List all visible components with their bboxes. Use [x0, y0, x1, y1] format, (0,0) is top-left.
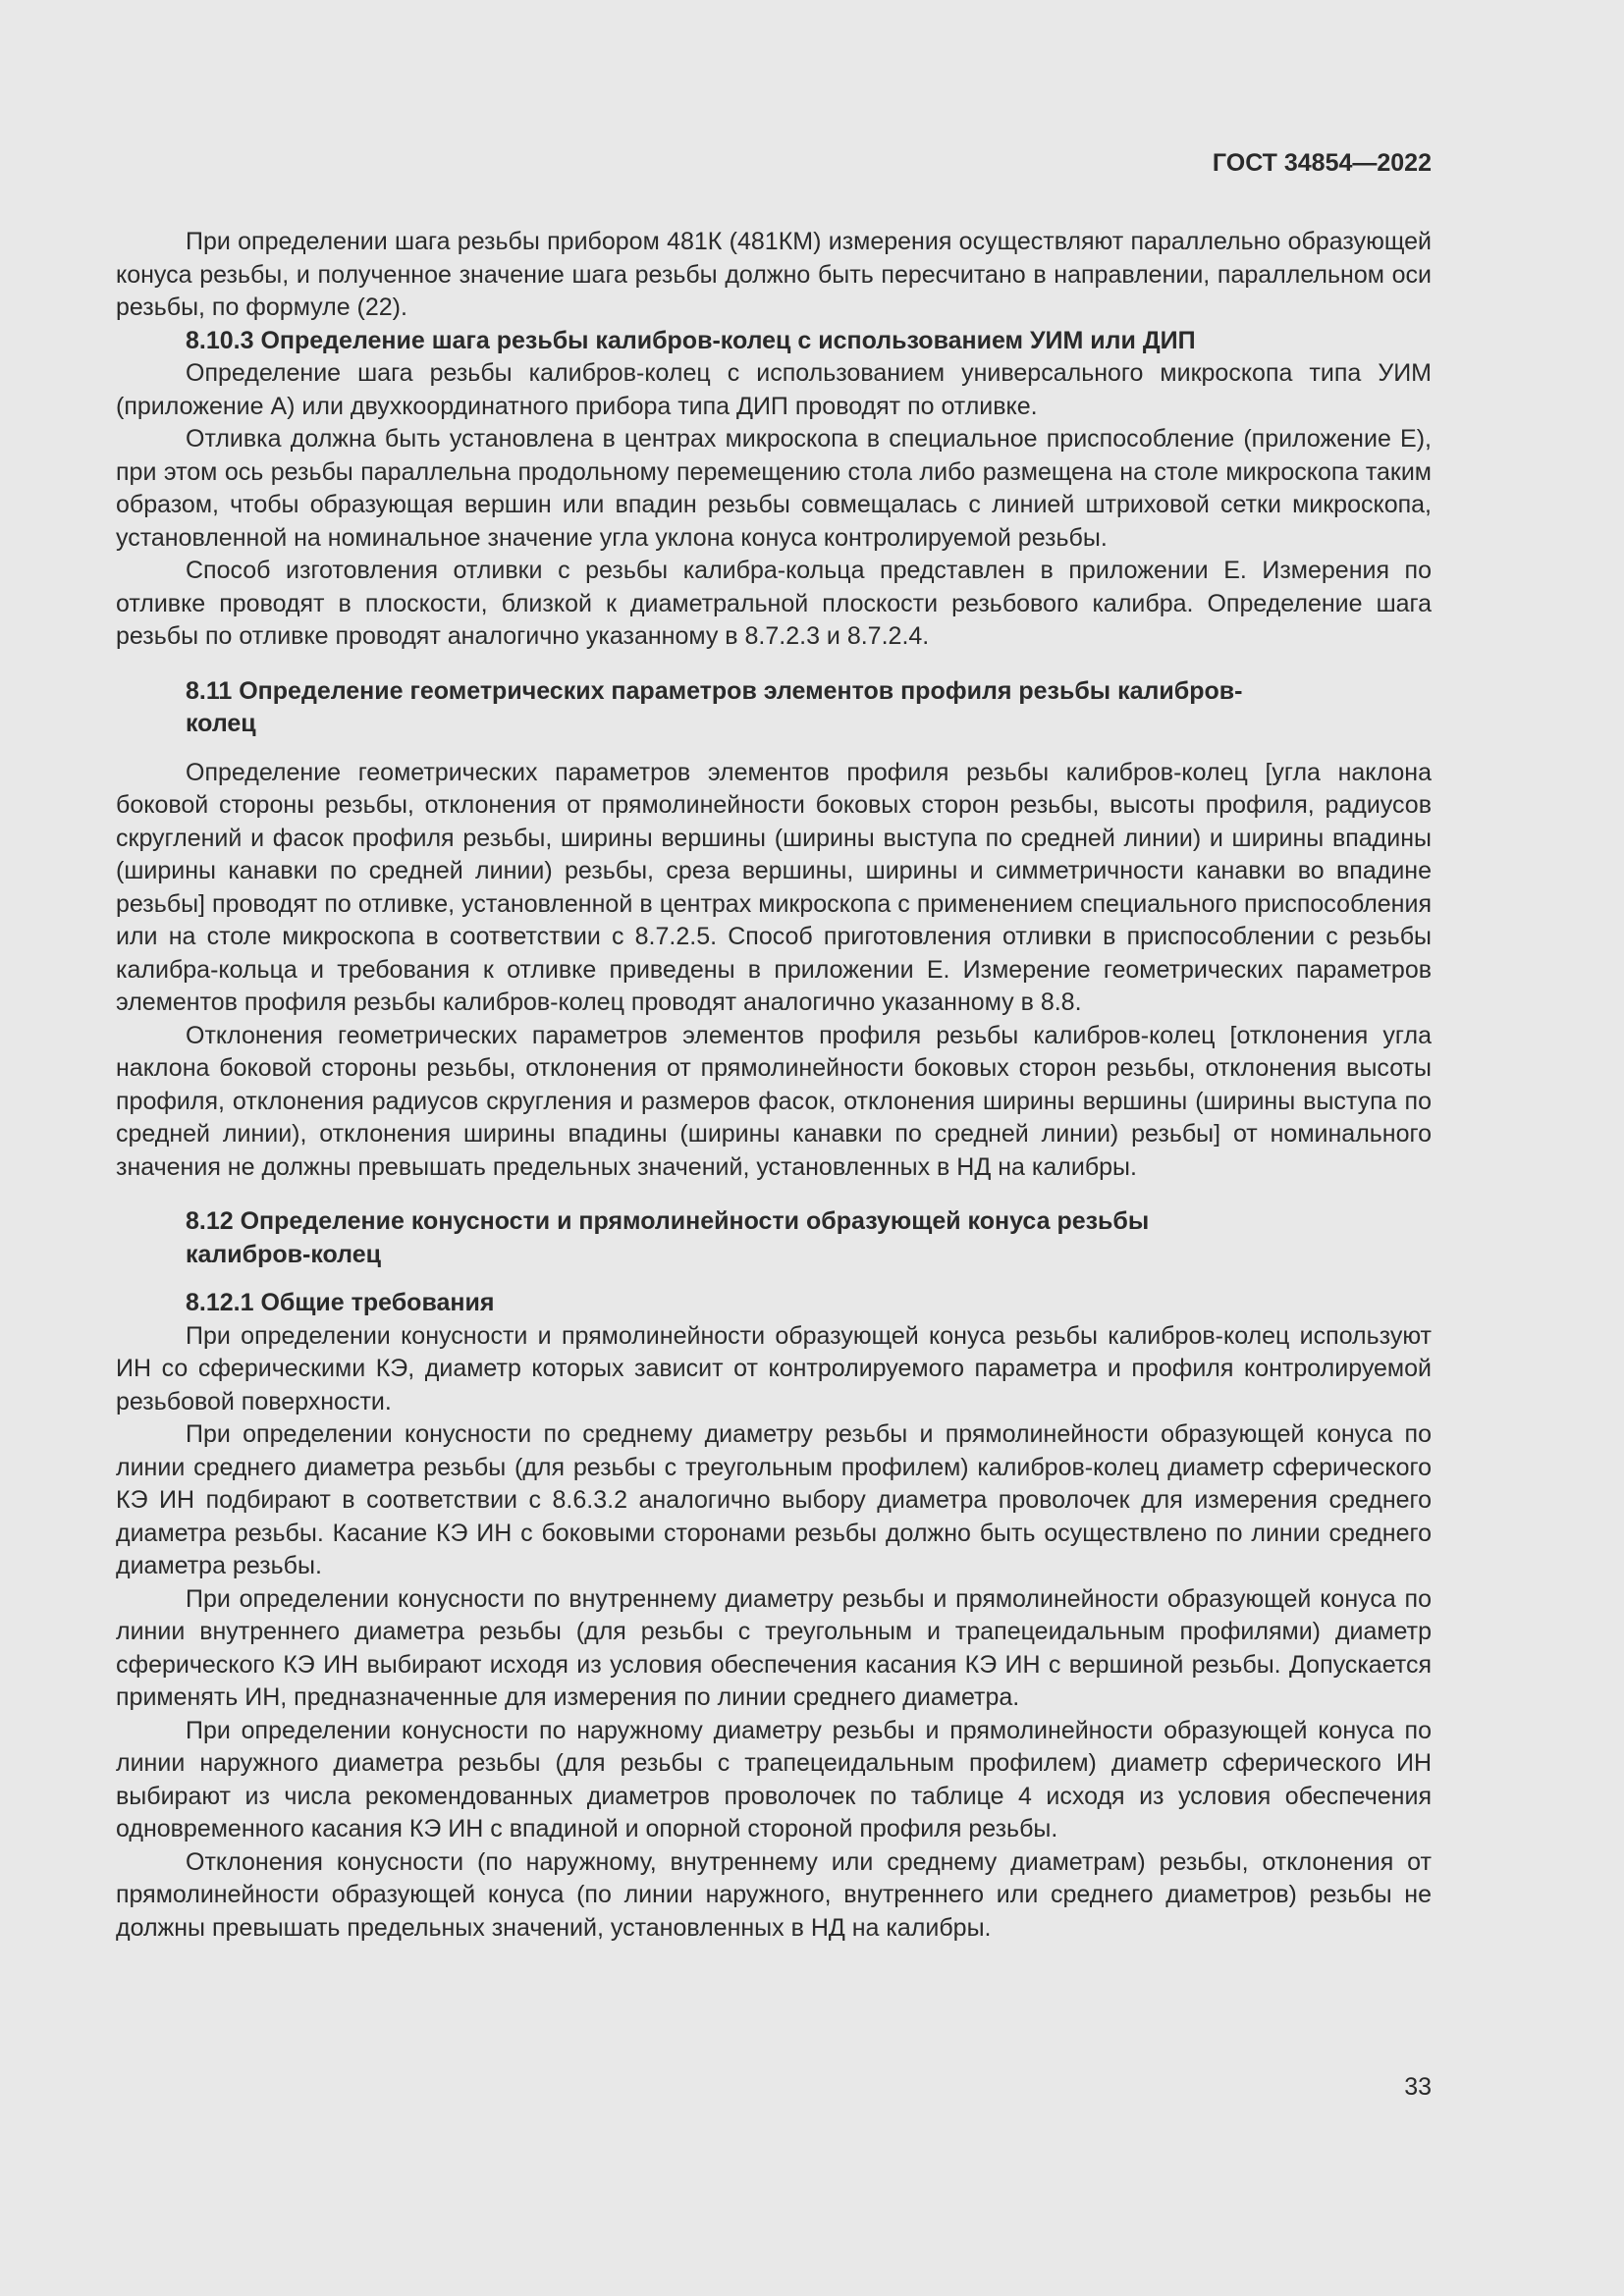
paragraph: Способ изготовления отливки с резьбы калибра-кольца представлен в приложении Е. Измерения по отливке проводят в плоскости, близкой к диаметральной плоскости резьбового калибра. Определение шага резьбы по отливке проводят аналогично указанному в 8.7.2.3 и 8.7.2.4. — [116, 557, 1432, 650]
section-heading-8-12: 8.12 Определение конусности и прямолинейности образующей конуса резьбы калибров-колец — [186, 1207, 1150, 1268]
section-heading-8-11: 8.11 Определение геометрических параметров элементов профиля резьбы калибров-колец — [186, 676, 1243, 737]
paragraph: Отклонения геометрических параметров элементов профиля резьбы калибров-колец [отклонения угла наклона боковой стороны резьбы, отклонения от прямолинейности боковых сторон резьбы, отклонения высоты профиля, отклонения радиусов скругления и размеров фасок, отклонения ширины вершины (ширины выступа по средней линии), отклонения ширины впадины (ширины канавки по средней линии) резьбы] от номинального значения не должны превышать предельных значений, установленных в НД на калибры. — [116, 1021, 1432, 1181]
paragraph: Отливка должна быть установлена в центрах микроскопа в специальное приспособление (приложение Е), при этом ось резьбы параллельна продольному перемещению стола либо размещена на столе микроскопа таким образом, чтобы образующая вершин или впадин резьбы совмещалась с линией штриховой сетки микроскопа, установленной на номинальное значение угла уклона конуса контролируемой резьбы. — [116, 425, 1432, 552]
document-body — [116, 226, 1432, 1945]
paragraph: Определение геометрических параметров элементов профиля резьбы калибров-колец [угла наклона боковой стороны резьбы, отклонения от прямолинейности боковых сторон резьбы, высоты профиля, радиусов скруглений и фасок профиля резьбы, ширины вершины (ширины выступа по средней линии) и ширины впадины (ширины канавки по средней линии) резьбы, среза вершины, ширины и симметричности канавки во впадине резьбы] проводят по отливке, установленной в центрах микроскопа с применением специального приспособления или на столе микроскопа в соответствии с 8.7.2.5. Способ приготовления отливки в приспособлении с резьбы калибра-кольца и требования к отливке приведены в приложении Е. Измерение геометрических параметров элементов профиля резьбы калибров-колец проводят аналогично указанному в 8.8. — [116, 758, 1432, 1016]
paragraph: При определении конусности по внутреннему диаметру резьбы и прямолинейности образующей конуса по линии внутреннего диаметра резьбы (для резьбы с треугольным и трапецеидальным профилями) диаметр сферического КЭ ИН выбирают исходя из условия обеспечения касания КЭ ИН с вершиной резьбы. Допускается применять ИН, предназначенные для измерения по линии среднего диаметра. — [116, 1584, 1432, 1711]
document-id-header: ГОСТ 34854—2022 — [1212, 149, 1432, 177]
paragraph: Отклонения конусности (по наружному, внутреннему или среднему диаметрам) резьбы, отклонения от прямолинейности образующей конуса (по линии наружного, внутреннего или среднего диаметров) резьбы не должны превышать предельных значений, установленных в НД на калибры. — [116, 1847, 1432, 1942]
paragraph: При определении конусности по среднему диаметру резьбы и прямолинейности образующей конуса по линии среднего диаметра резьбы (для резьбы с треугольным профилем) калибров-колец диаметр сферического КЭ ИН подбирают в соответствии с 8.6.3.2 аналогично выбору диаметра проволочек для измерения среднего диаметра резьбы. Касание КЭ ИН с боковыми сторонами резьбы должно быть осуществлено по линии среднего диаметра резьбы. — [116, 1420, 1432, 1579]
paragraph: При определении конусности по наружному диаметру резьбы и прямолинейности образующей конуса по линии наружного диаметра резьбы (для резьбы с трапецеидальным профилем) диаметр сферического ИН выбирают из числа рекомендованных диаметров проволочек по таблице 4 исходя из условия обеспечения одновременного касания КЭ ИН с впадиной и опорной стороной профиля резьбы. — [116, 1716, 1432, 1842]
section-heading-8-10-3: 8.10.3 Определение шага резьбы калибров-колец с использованием УИМ или ДИП — [186, 326, 1196, 354]
paragraph: При определении конусности и прямолинейности образующей конуса резьбы калибров-колец используют ИН со сферическими КЭ, диаметр которых зависит от контролируемого параметра и профиля контролируемой резьбовой поверхности. — [116, 1321, 1432, 1415]
section-heading-8-12-1: 8.12.1 Общие требования — [186, 1289, 495, 1316]
page-number: 33 — [1404, 2073, 1432, 2101]
paragraph: При определении шага резьбы прибором 481К (481КМ) измерения осуществляют параллельно образующей конуса резьбы, и полученное значение шага резьбы должно быть пересчитано в направлении, параллельном оси резьбы, по формуле (22). — [116, 228, 1432, 321]
paragraph: Определение шага резьбы калибров-колец с использованием универсального микроскопа типа УИМ (приложение А) или двухкоординатного прибора типа ДИП проводят по отливке. — [116, 359, 1432, 420]
